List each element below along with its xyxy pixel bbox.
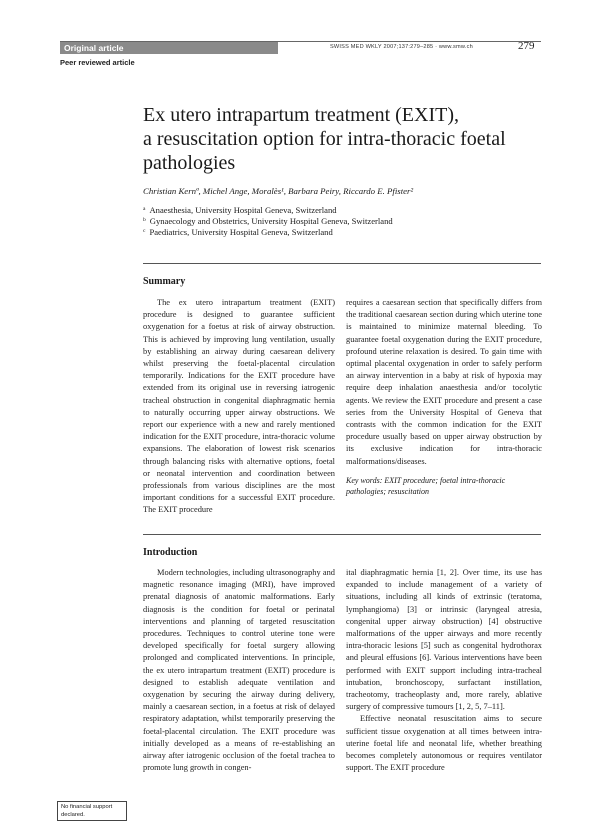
introduction-heading: Introduction bbox=[143, 547, 198, 558]
summary-heading: Summary bbox=[143, 276, 186, 287]
page-number: 279 bbox=[518, 40, 535, 52]
affiliation bbox=[143, 216, 543, 226]
affiliation-mark: c bbox=[143, 228, 146, 234]
summary-paragraph: requires a caesarean section that specifically differs from the traditional caesarean section during which uterine tone is maintained to minimize maternal bleeding. To guarantee foetal oxygenation during the EXIT procedure, profound uterine relaxation is desired. To gain time with optimal placental oxygenation in order to safely perform an airway intervention in a baby at risk of hypoxia may require deep inhalation anaesthesia and/or tocolytic agents. We review the EXIT procedure and present a case series from the University Hospital of Geneva that contrasts with the common indication for the EXIT procedure usually based on upper airway obstruction by its exclusive indication for intra-thoracic malformations/diseases. bbox=[346, 298, 542, 466]
summary-right-column bbox=[346, 297, 542, 468]
introduction-paragraph: ital diaphragmatic hernia [1, 2]. Over time, its use has expanded to include management of a variety of situations, including all kinds of extrinsic (teratoma, lymphangioma) [3] or intrinsic (laryngeal atresia, congenital upper airway obstruction) [4] obstructive malformations of the upper airways and more recently intra-thoracic lesions [5] such as congenital hydrothorax and pleural effusions [6]. Various interventions have been performed with EXIT support including intra-tracheal intubation, bronchoscopy, surfactant instillation, tracheotomy, tracheoplasty and, more rarely, ablative surgery of compressive tumours [1, 2, 5, 7–11]. bbox=[346, 568, 542, 712]
affiliation-text: Paediatrics, University Hospital Geneva, Switzerland bbox=[149, 227, 333, 237]
keywords: Key words: EXIT procedure; foetal intra-thoracic pathologies; resuscitation bbox=[346, 476, 506, 496]
introduction-left-column bbox=[143, 567, 335, 774]
affiliation bbox=[143, 205, 543, 215]
title-line: Ex utero intrapartum treatment (EXIT), bbox=[143, 104, 459, 126]
section-label: Original article bbox=[60, 42, 278, 54]
affiliation bbox=[143, 227, 543, 237]
summary-paragraph: The ex utero intrapartum treatment (EXIT) procedure is designed to guarantee sufficient oxygenation for a foetus at risk of airway obstruction. This is achieved by improving lung ventilation, usually by establishing an airway during caesarean delivery whilst preserving the foetal-placental circulation temporarily. Indications for the EXIT procedure have extended from its original use in reversing iatrogenic tracheal obstruction in congenital diaphragmatic hernia to naturally occurring upper airway obstructions. We report our experience with a new and rarely mentioned indication for the EXIT procedure, intra-thoracic volume expansions. The elaboration of lowest risk scenarios through balancing risks with alternative options, foetal or neonatal intervention and coordination between professionals from various disciplines are the most important conditions for a successful EXIT procedure. The EXIT procedure bbox=[143, 298, 335, 515]
funding-note: No financial support declared. bbox=[57, 801, 127, 821]
section-divider bbox=[143, 263, 541, 264]
peer-reviewed-label: Peer reviewed article bbox=[60, 58, 135, 67]
article-title bbox=[143, 103, 543, 175]
affiliation-mark: b bbox=[143, 217, 146, 223]
introduction-paragraph: Modern technologies, including ultrasonography and magnetic resonance imaging (MRI), have improved prenatal diagnosis of anatomic malformations. Early diagnosis is the condition for foetal or perinatal interventions and planning of targeted resuscitation procedures. Techniques to control uterine tone were developed specifically for foetal surgery allowing prolonged and complicated interventions. In principle, the ex utero intrapartum treatment (EXIT) procedure is designed to establish adequate ventilation and oxygenation by securing the airway during delivery, mainly a caesarean section, in a foetus at risk of delayed respiratory adaptation, whilst temporarily preserving the foetal-placental circulation. The EXIT procedure was initially developed as a means of re-establishing an airway after iatrogenic occlusion of the foetal trachea to promote lung growth in congen- bbox=[143, 568, 335, 773]
affiliation-mark: a bbox=[143, 206, 146, 212]
title-line: pathologies bbox=[143, 152, 236, 174]
affiliation-text: Gynaecology and Obstetrics, University Hospital Geneva, Switzerland bbox=[149, 216, 393, 226]
introduction-paragraph: Effective neonatal resuscitation aims to secure sufficient tissue oxygenation at all times between intra-uterine foetal life and neonatal life, whether breathing becomes completely autonomous or requires ventilator support. The EXIT procedure bbox=[346, 714, 542, 773]
author-list: Christian Kernª, Michel Ange, Moralès¹, Barbara Peiry, Riccardo E. Pfister² bbox=[143, 186, 414, 196]
title-line: a resuscitation option for intra-thoracic foetal bbox=[143, 128, 506, 150]
affiliation-text: Anaesthesia, University Hospital Geneva, Switzerland bbox=[149, 205, 337, 215]
introduction-right-column bbox=[346, 567, 542, 774]
summary-left-column bbox=[143, 297, 335, 517]
section-divider bbox=[143, 534, 541, 535]
journal-reference: SWISS MED WKLY 2007;137:279–285 · www.smw.ch bbox=[330, 44, 473, 50]
